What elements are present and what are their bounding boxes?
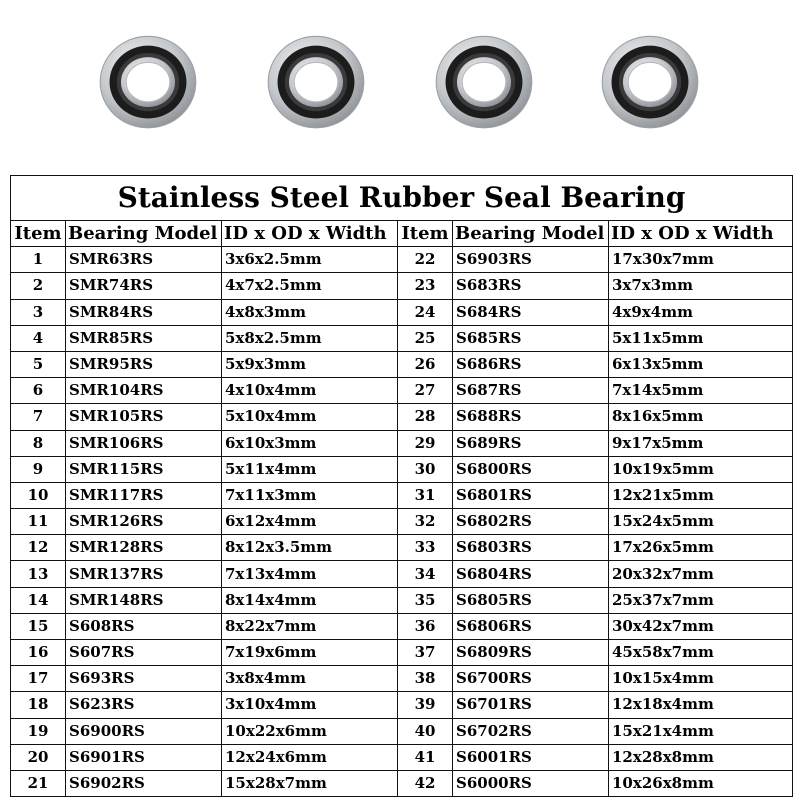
item-number-cell: 29: [398, 430, 453, 456]
item-number-cell: 31: [398, 482, 453, 508]
dimensions-cell: 3x7x3mm: [609, 273, 793, 299]
item-number-cell: 11: [11, 509, 66, 535]
item-number-cell: 41: [398, 744, 453, 770]
bearing-model-cell: SMR85RS: [66, 325, 222, 351]
bearing-model-cell: S683RS: [453, 273, 609, 299]
dimensions-cell: 6x12x4mm: [222, 509, 398, 535]
bearing-image: [96, 28, 200, 132]
header-item: Item: [398, 221, 453, 247]
bearing-model-cell: S6702RS: [453, 718, 609, 744]
bearing-model-cell: S6804RS: [453, 561, 609, 587]
dimensions-cell: 5x10x4mm: [222, 404, 398, 430]
table-row: [11, 666, 793, 692]
bearing-model-cell: SMR106RS: [66, 430, 222, 456]
bearing-image: [432, 28, 536, 132]
table-row: [11, 770, 793, 796]
dimensions-cell: 3x8x4mm: [222, 666, 398, 692]
bearing-model-cell: S6805RS: [453, 587, 609, 613]
item-number-cell: 3: [11, 299, 66, 325]
table-title-row: [11, 176, 793, 221]
item-number-cell: 38: [398, 666, 453, 692]
header-item: Item: [11, 221, 66, 247]
item-number-cell: 26: [398, 351, 453, 377]
dimensions-cell: 7x19x6mm: [222, 640, 398, 666]
bearing-model-cell: S623RS: [66, 692, 222, 718]
item-number-cell: 9: [11, 456, 66, 482]
item-number-cell: 12: [11, 535, 66, 561]
item-number-cell: 23: [398, 273, 453, 299]
item-number-cell: 27: [398, 378, 453, 404]
dimensions-cell: 7x11x3mm: [222, 482, 398, 508]
item-number-cell: 42: [398, 770, 453, 796]
dimensions-cell: 5x11x5mm: [609, 325, 793, 351]
item-number-cell: 2: [11, 273, 66, 299]
dimensions-cell: 30x42x7mm: [609, 613, 793, 639]
dimensions-cell: 15x24x5mm: [609, 509, 793, 535]
dimensions-cell: 10x19x5mm: [609, 456, 793, 482]
table-row: [11, 613, 793, 639]
table-row: [11, 378, 793, 404]
table-row: [11, 718, 793, 744]
bearing-model-cell: S688RS: [453, 404, 609, 430]
bearing-model-cell: S608RS: [66, 613, 222, 639]
table-row: [11, 482, 793, 508]
bearing-model-cell: S6803RS: [453, 535, 609, 561]
item-number-cell: 18: [11, 692, 66, 718]
header-bearing-model: Bearing Model: [66, 221, 222, 247]
item-number-cell: 36: [398, 613, 453, 639]
product-photo-row: [0, 0, 800, 172]
item-number-cell: 21: [11, 770, 66, 796]
dimensions-cell: 17x30x7mm: [609, 247, 793, 273]
bearing-model-cell: S6000RS: [453, 770, 609, 796]
bearing-model-cell: SMR137RS: [66, 561, 222, 587]
item-number-cell: 6: [11, 378, 66, 404]
table-row: [11, 430, 793, 456]
bearing-model-cell: SMR104RS: [66, 378, 222, 404]
item-number-cell: 13: [11, 561, 66, 587]
dimensions-cell: 3x10x4mm: [222, 692, 398, 718]
dimensions-cell: 12x18x4mm: [609, 692, 793, 718]
item-number-cell: 33: [398, 535, 453, 561]
item-number-cell: 7: [11, 404, 66, 430]
item-number-cell: 4: [11, 325, 66, 351]
dimensions-cell: 25x37x7mm: [609, 587, 793, 613]
bearing-model-cell: S6801RS: [453, 482, 609, 508]
table-row: [11, 587, 793, 613]
item-number-cell: 25: [398, 325, 453, 351]
bearing-spec-table: [10, 175, 793, 797]
item-number-cell: 10: [11, 482, 66, 508]
dimensions-cell: 8x16x5mm: [609, 404, 793, 430]
table-row: [11, 509, 793, 535]
table-header-row: [11, 221, 793, 247]
bearing-model-cell: SMR115RS: [66, 456, 222, 482]
item-number-cell: 22: [398, 247, 453, 273]
dimensions-cell: 12x21x5mm: [609, 482, 793, 508]
item-number-cell: 24: [398, 299, 453, 325]
dimensions-cell: 4x8x3mm: [222, 299, 398, 325]
bearing-model-cell: S6802RS: [453, 509, 609, 535]
table-row: [11, 561, 793, 587]
item-number-cell: 32: [398, 509, 453, 535]
bearing-model-cell: S689RS: [453, 430, 609, 456]
table-row: [11, 351, 793, 377]
bearing-model-cell: S686RS: [453, 351, 609, 377]
dimensions-cell: 5x9x3mm: [222, 351, 398, 377]
item-number-cell: 17: [11, 666, 66, 692]
header-dimensions: ID x OD x Width: [609, 221, 793, 247]
dimensions-cell: 10x26x8mm: [609, 770, 793, 796]
dimensions-cell: 3x6x2.5mm: [222, 247, 398, 273]
item-number-cell: 20: [11, 744, 66, 770]
dimensions-cell: 5x8x2.5mm: [222, 325, 398, 351]
dimensions-cell: 12x28x8mm: [609, 744, 793, 770]
table-row: [11, 692, 793, 718]
table-row: [11, 535, 793, 561]
dimensions-cell: 10x22x6mm: [222, 718, 398, 744]
bearing-model-cell: S6700RS: [453, 666, 609, 692]
item-number-cell: 30: [398, 456, 453, 482]
item-number-cell: 15: [11, 613, 66, 639]
dimensions-cell: 6x10x3mm: [222, 430, 398, 456]
item-number-cell: 14: [11, 587, 66, 613]
bearing-model-cell: S6001RS: [453, 744, 609, 770]
dimensions-cell: 20x32x7mm: [609, 561, 793, 587]
bearing-model-cell: S6800RS: [453, 456, 609, 482]
dimensions-cell: 15x21x4mm: [609, 718, 793, 744]
bearing-model-cell: S687RS: [453, 378, 609, 404]
bearing-model-cell: SMR117RS: [66, 482, 222, 508]
table-row: [11, 456, 793, 482]
bearing-model-cell: S6902RS: [66, 770, 222, 796]
table-title: Stainless Steel Rubber Seal Bearing: [11, 176, 793, 221]
bearing-model-cell: S6900RS: [66, 718, 222, 744]
dimensions-cell: 12x24x6mm: [222, 744, 398, 770]
dimensions-cell: 7x14x5mm: [609, 378, 793, 404]
table-row: [11, 247, 793, 273]
bearing-model-cell: SMR105RS: [66, 404, 222, 430]
bearing-model-cell: S684RS: [453, 299, 609, 325]
dimensions-cell: 4x9x4mm: [609, 299, 793, 325]
item-number-cell: 35: [398, 587, 453, 613]
table-body: [11, 247, 793, 797]
bearing-model-cell: SMR74RS: [66, 273, 222, 299]
dimensions-cell: 17x26x5mm: [609, 535, 793, 561]
header-dimensions: ID x OD x Width: [222, 221, 398, 247]
bearing-model-cell: S6809RS: [453, 640, 609, 666]
bearing-model-cell: SMR63RS: [66, 247, 222, 273]
bearing-model-cell: SMR126RS: [66, 509, 222, 535]
dimensions-cell: 45x58x7mm: [609, 640, 793, 666]
item-number-cell: 19: [11, 718, 66, 744]
item-number-cell: 5: [11, 351, 66, 377]
dimensions-cell: 5x11x4mm: [222, 456, 398, 482]
dimensions-cell: 8x12x3.5mm: [222, 535, 398, 561]
dimensions-cell: 9x17x5mm: [609, 430, 793, 456]
bearing-model-cell: SMR84RS: [66, 299, 222, 325]
table-row: [11, 299, 793, 325]
bearing-model-cell: S685RS: [453, 325, 609, 351]
bearing-model-cell: S6901RS: [66, 744, 222, 770]
bearing-model-cell: SMR148RS: [66, 587, 222, 613]
bearing-model-cell: S607RS: [66, 640, 222, 666]
bearing-model-cell: S6701RS: [453, 692, 609, 718]
dimensions-cell: 7x13x4mm: [222, 561, 398, 587]
bearing-model-cell: S6806RS: [453, 613, 609, 639]
dimensions-cell: 6x13x5mm: [609, 351, 793, 377]
item-number-cell: 40: [398, 718, 453, 744]
bearing-image: [598, 28, 702, 132]
dimensions-cell: 10x15x4mm: [609, 666, 793, 692]
dimensions-cell: 15x28x7mm: [222, 770, 398, 796]
dimensions-cell: 8x22x7mm: [222, 613, 398, 639]
dimensions-cell: 8x14x4mm: [222, 587, 398, 613]
table-row: [11, 640, 793, 666]
item-number-cell: 37: [398, 640, 453, 666]
table-row: [11, 744, 793, 770]
table-row: [11, 325, 793, 351]
item-number-cell: 8: [11, 430, 66, 456]
table-row: [11, 404, 793, 430]
dimensions-cell: 4x10x4mm: [222, 378, 398, 404]
bearing-image: [264, 28, 368, 132]
item-number-cell: 28: [398, 404, 453, 430]
bearing-model-cell: S6903RS: [453, 247, 609, 273]
item-number-cell: 16: [11, 640, 66, 666]
dimensions-cell: 4x7x2.5mm: [222, 273, 398, 299]
header-bearing-model: Bearing Model: [453, 221, 609, 247]
item-number-cell: 34: [398, 561, 453, 587]
item-number-cell: 39: [398, 692, 453, 718]
bearing-model-cell: S693RS: [66, 666, 222, 692]
item-number-cell: 1: [11, 247, 66, 273]
table-row: [11, 273, 793, 299]
bearing-model-cell: SMR128RS: [66, 535, 222, 561]
bearing-model-cell: SMR95RS: [66, 351, 222, 377]
